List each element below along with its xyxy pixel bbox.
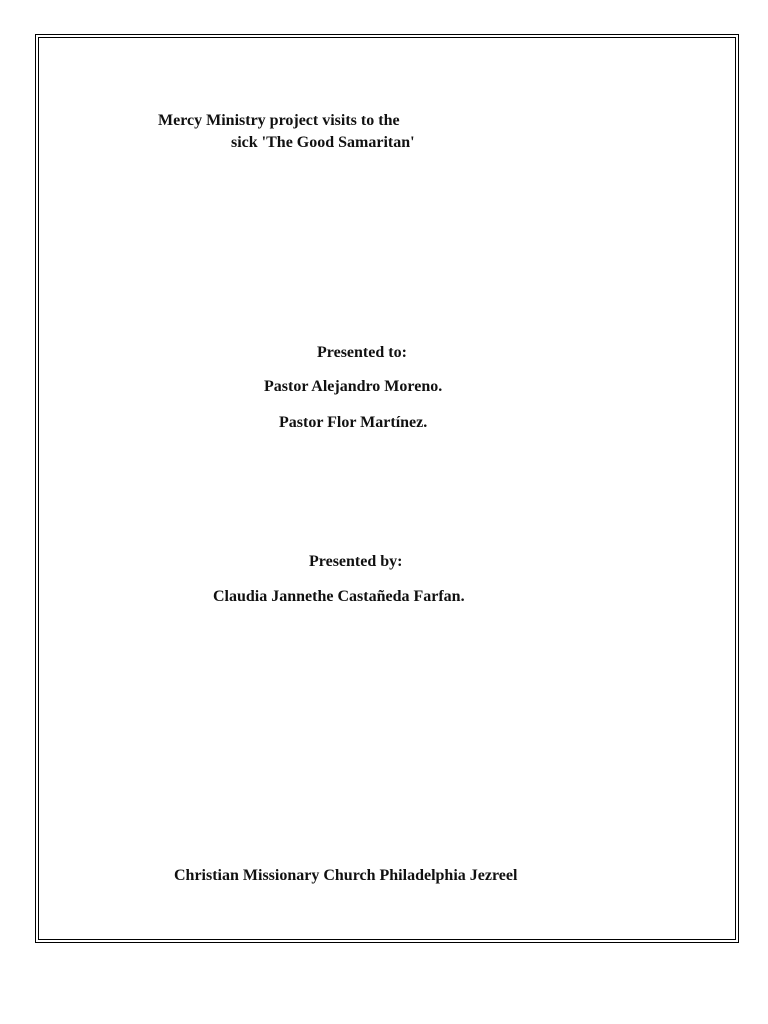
page-border-inner <box>38 37 736 940</box>
presented-to-label: Presented to: <box>317 344 407 361</box>
presented-to-name-2: Pastor Flor Martínez. <box>279 414 428 431</box>
title-line-1: Mercy Ministry project visits to the <box>158 112 400 129</box>
title-line-2: sick 'The Good Samaritan' <box>231 134 415 151</box>
presented-by-label: Presented by: <box>309 553 403 570</box>
presented-by-name: Claudia Jannethe Castañeda Farfan. <box>213 588 465 605</box>
presented-to-name-1: Pastor Alejandro Moreno. <box>264 378 443 395</box>
organization-name: Christian Missionary Church Philadelphia Jezreel <box>174 867 518 884</box>
